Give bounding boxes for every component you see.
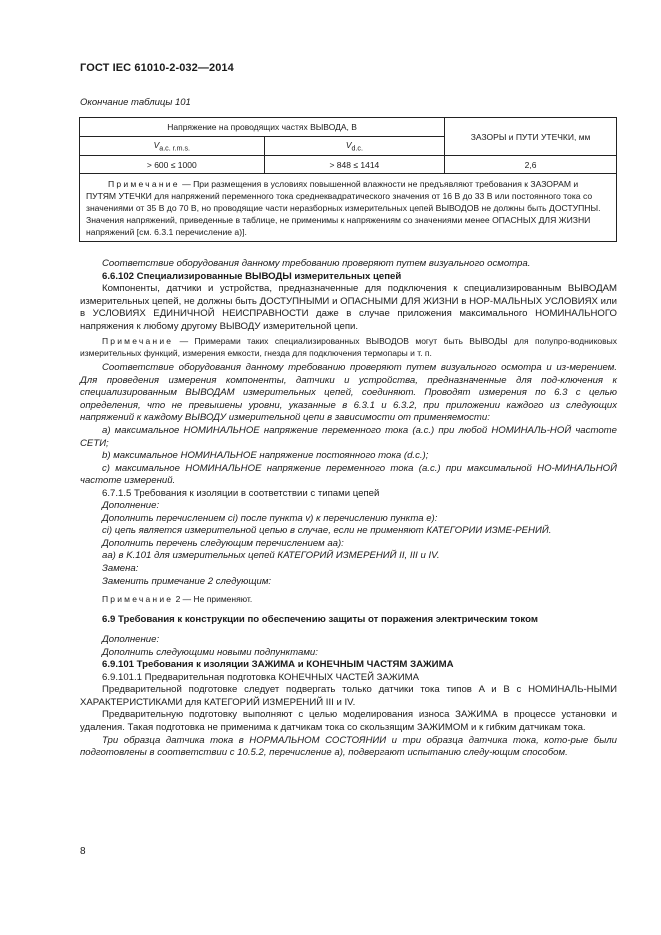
row-clearance-value: 2,6 [445, 156, 617, 174]
clearance-header: ЗАЗОРЫ и ПУТИ УТЕЧКИ, мм [445, 118, 617, 156]
paragraph: Заменить примечание 2 следующим: [102, 575, 272, 587]
paragraph: 6.7.1.5 Требования к изоляции в соответствии с типами цепей [102, 487, 380, 499]
dc-header: $V_{d.c.}$ [264, 137, 445, 156]
paragraph: Предварительную подготовку выполняют с целью моделирования износа ЗАЖИМА в процессе установки и удаления. Такая подготовка не применима к датчикам тока со скользящим ЗАЖИМОМ и к гибким датчикам тока. [80, 709, 617, 733]
table-101 [79, 117, 617, 242]
list-item: a) максимальное НОМИНАЛЬНОЕ напряжение переменного тока (a.c.) при любой НОМИНАЛЬ-НОЙ частоте СЕТИ; [80, 425, 617, 449]
list-item: c) максимальное НОМИНАЛЬНОЕ напряжение переменного тока (a.c.) при максимальной НО-МИНАЛЬНОЙ частоте измерений. [80, 462, 617, 487]
section-heading-6-9-101: 6.9.101 Требования к изоляции ЗАЖИМА и КОНЕЧНЫМ ЧАСТЯМ ЗАЖИМА [102, 659, 454, 671]
paragraph: Дополнить следующими новыми подпунктами: [102, 646, 318, 658]
paragraph: Три образца датчика тока в НОРМАЛЬНОМ СОСТОЯНИИ и три образца датчика тока, кото-рые были подготовлены в соответствии с 10.5.2, перечисление a), подвергают испытанию следу-ющим способом. [80, 734, 617, 759]
list-item: b) максимальное НОМИНАЛЬНОЕ напряжение постоянного тока (d.c.); [102, 450, 429, 462]
paragraph: Соответствие оборудования данному требованию проверяют путем визуального осмотра. [102, 258, 531, 269]
paragraph: Компоненты, датчики и устройства, предназначенные для подключения к специализированным ВЫВОДАМ измерительных цепей, не должны быть ДОСТУПНЫМИ и ОПАСНЫМИ ДЛЯ ЖИЗНИ в НОР-МАЛЬНЫХ УСЛОВИЯХ или в УСЛОВИЯХ ЕДИНИЧНОЙ НЕИСПРАВНОСТИ даже в случае приложения максимального НОМИНАЛЬНОГО напряжения к любому другому ВЫВОДУ измерительной цепи. [80, 283, 617, 332]
row-ac-value: > 600 ≤ 1000 [80, 156, 265, 174]
note: Примечание 2 — Не применяют. [102, 594, 253, 605]
paragraph: Дополнить перечислением ci) после пункта v) к перечислению пункта e): [102, 512, 438, 524]
paragraph: Дополнение: [102, 500, 160, 512]
paragraph: Предварительной подготовке следует подвергать только датчики тока типов A и B с НОМИНАЛЬ-НЫМИ ХАРАКТЕРИСТИКАМИ для КАТЕГОРИЙ ИЗМЕРЕНИЙ III и IV. [80, 684, 617, 708]
ac-header: $V_{a.c. r.m.s.}$ [80, 137, 265, 156]
table-caption: Окончание таблицы 101 [80, 97, 191, 108]
page-number: 8 [80, 846, 86, 857]
body-text [80, 258, 617, 760]
table-note: Примечание — При размещения в условиях повышенной влажности не предъявляют требования к ЗАЗОРАМ и ПУТЯМ УТЕЧКИ для напряжений переменного тока среднеквадратического значения от 16 В до 33 В или постоянного тока со значениями от 35 В до 70 В, но проводящие части неразборных измерительных цепей ВЫВОДОВ не должны быть ДОСТУПНЫ. Значения напряжений, приведенные в таблице, не применимы к напряжениям со значениями менее ОПАСНЫХ ДЛЯ ЖИЗНИ напряжений [см. 6.3.1 перечисление a)]. [80, 174, 617, 242]
note: Примечание — Примерами таких специализированных ВЫВОДОВ могут быть ВЫВОДЫ для полупро-водниковых измерительных функций, измерения емкости, гнезда для подключения термопары и т. п. [80, 336, 617, 358]
paragraph: Соответствие оборудования данному требованию проверяют путем визуального осмотра и из-мерением. Для проведения измерения компоненты, датчики и устройства, предназначенные для под-ключения к специализированным ВЫВОДАМ измерительных цепей, соединяют. Проводят измерения по 6.3 с целью определения, что не превышены уровни, указанные в 6.3.1 и 6.3.2, при приложении каждого из следующих напряжений к каждому ВЫВОДУ измерительной цепи в зависимости от применяемости: [80, 362, 617, 424]
voltage-header: Напряжение на проводящих частях ВЫВОДА, В [80, 118, 445, 137]
standard-header: ГОСТ IEC 61010-2-032—2014 [80, 62, 234, 74]
paragraph: 6.9.101.1 Предварительная подготовка КОНЕЧНЫХ ЧАСТЕЙ ЗАЖИМА [102, 671, 419, 683]
paragraph: ci) цепь является измерительной цепью в случае, если не применяют КАТЕГОРИИ ИЗМЕ-РЕНИЙ. [102, 525, 552, 537]
paragraph: Дополнить перечень следующим перечислением aa): [102, 537, 344, 549]
section-heading-6-6-102: 6.6.102 Специализированные ВЫВОДЫ измерительных цепей [102, 270, 402, 282]
row-dc-value: > 848 ≤ 1414 [264, 156, 445, 174]
paragraph: aa) в K.101 для измерительных цепей КАТЕГОРИЙ ИЗМЕРЕНИЙ II, III и IV. [102, 550, 440, 562]
paragraph: Дополнение: [102, 634, 160, 646]
section-heading-6-9: 6.9 Требования к конструкции по обеспечению защиты от поражения электрическим током [102, 613, 538, 625]
paragraph: Замена: [102, 563, 139, 575]
